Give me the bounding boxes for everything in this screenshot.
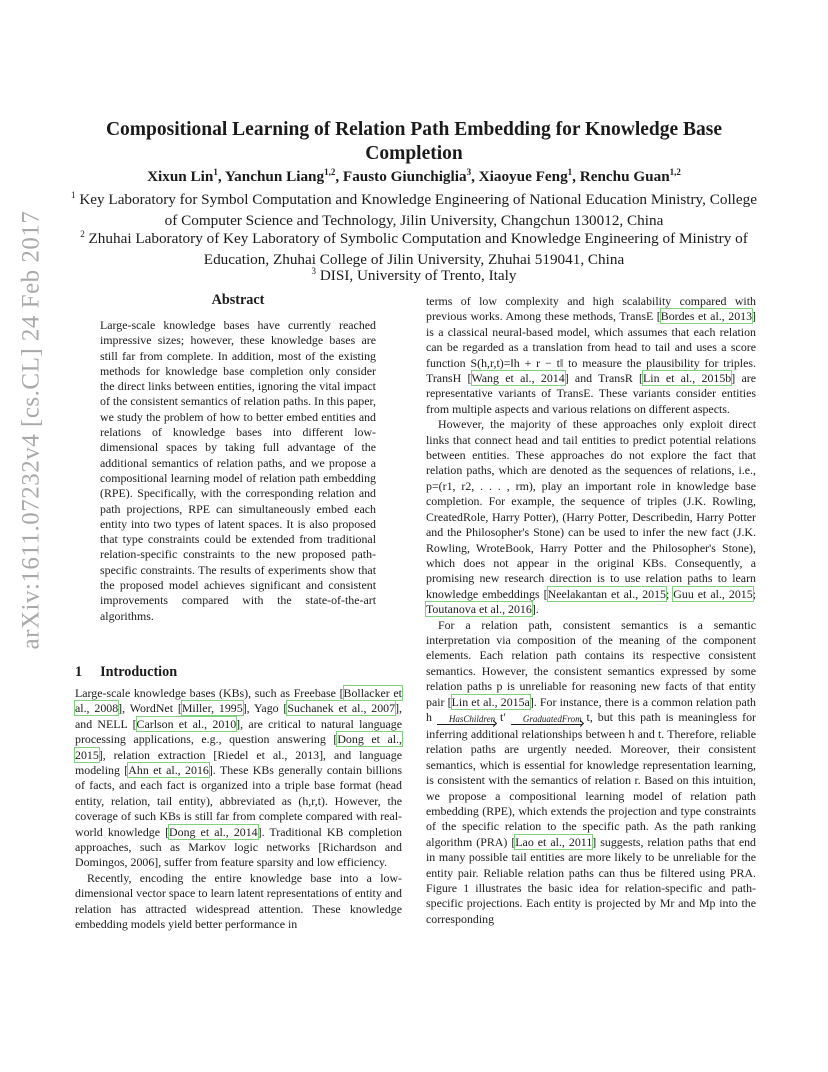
text-run: ] suggests, relation paths that end in many possible tail entities are more likely to be unreliable for the entity pair. Reliable relation paths can thus be filtered using PRA. Figure 1 illustrates the basic idea for relation-specific and path-specific projections. Each entity is projected by Mr and Mp into the corresponding bbox=[426, 834, 756, 926]
citation-link[interactable]: Bollacker et al., 2008 bbox=[75, 686, 402, 716]
text-run: ]. bbox=[531, 602, 539, 617]
affil-mark: 1 bbox=[71, 189, 76, 200]
text-run: For a relation path, consistent semantics is a semantic interpretation via composition of the meaning of the component elements. Each relation path contains its respective consistent semantics. However, the consistent semantics expressed by some relation paths p is unreliable for reasoning new facts of that entity pair [ bbox=[426, 617, 756, 709]
citation-link[interactable]: Lin et al., 2015a bbox=[451, 694, 530, 709]
citation-link[interactable]: Lin et al., 2015b bbox=[643, 371, 732, 386]
text-run: ] are representative variants of TransE. These variants consider entities from multiple aspects and various relations on different aspects. bbox=[426, 371, 756, 416]
arrow-label: HasChildren bbox=[448, 713, 496, 724]
arxiv-stamp-text: arXiv:1611.07232v4 [cs.CL] 24 Feb 2017 bbox=[17, 210, 44, 650]
text-run: ]. Traditional KB completion approaches, such as Markov logic networks [Richardson and Domingos, 2006], suffer from feature sparsity and low efficiency. bbox=[75, 824, 402, 870]
affil-text: Key Laboratory for Symbol Computation and Knowledge Engineering of National Education Ministry, College of Computer Science and Technology, Jilin University, Changchun 130012, China bbox=[79, 191, 757, 229]
arrow-icon bbox=[437, 724, 495, 727]
text-run: ]. For instance, there is a common relation path h bbox=[426, 694, 756, 724]
author-name: Yanchun Liang bbox=[224, 168, 325, 185]
text-run: ], relation extraction [Riedel et al., 2013], and language modeling [ bbox=[75, 747, 402, 778]
affiliation bbox=[70, 189, 758, 231]
arrow-icon bbox=[511, 724, 582, 727]
text-run: ], are critical to natural language processing applications, e.g., question answering [ bbox=[75, 716, 402, 747]
author-affil-mark: 1,2 bbox=[669, 166, 681, 177]
text-run: Large-scale knowledge bases (KBs), such as Freebase [ bbox=[75, 686, 344, 700]
author-name: Renchu Guan bbox=[579, 168, 670, 185]
arrow-label: GraduatedFrom bbox=[522, 713, 582, 724]
citation-link[interactable]: Suchanek et al., 2007 bbox=[287, 701, 396, 716]
text-run: ], Yago [ bbox=[242, 701, 288, 716]
section-heading bbox=[75, 664, 177, 681]
author-name: Xixun Lin bbox=[147, 168, 214, 185]
citation-link[interactable]: Bordes et al., 2013 bbox=[660, 309, 753, 324]
citation-link[interactable]: Wang et al., 2014 bbox=[471, 371, 565, 386]
text-run: ; bbox=[665, 586, 674, 601]
abstract-heading: Abstract bbox=[211, 292, 265, 308]
section-title: Introduction bbox=[100, 664, 178, 680]
citation-link[interactable]: Carlson et al., 2010 bbox=[136, 716, 237, 731]
arxiv-stamp[interactable] bbox=[10, 210, 52, 650]
paragraph: Recently, encoding the entire knowledge base into a low-dimensional vector space to learn latent representations of entity and relation has attracted widespread attention. These knowledge embedding models yield better performance in bbox=[75, 870, 402, 932]
author-affil-mark: 1 bbox=[567, 166, 573, 177]
affil-mark: 2 bbox=[80, 228, 85, 239]
paragraph bbox=[426, 294, 756, 417]
citation-link[interactable]: Dong et al., 2015 bbox=[75, 732, 402, 762]
citation-link[interactable]: Neelakantan et al., 2015 bbox=[547, 586, 666, 601]
intro-body bbox=[75, 686, 402, 933]
affiliation bbox=[70, 265, 758, 286]
citation-link[interactable]: Guu et al., 2015 bbox=[673, 586, 753, 601]
text-run: ]. These KBs generally contain billions of facts, and each fact is organized into a triple base format (head entity, relation, tail entity), abbreviated as (h,r,t). However, the coverage of such KBs is still far from complete compared with real-world knowledge [ bbox=[75, 763, 402, 839]
text-run: t′ bbox=[495, 709, 511, 724]
paragraph bbox=[426, 618, 756, 928]
affil-mark: 3 bbox=[311, 265, 317, 276]
citation-link[interactable]: Dong et al., 2014 bbox=[169, 824, 258, 839]
paragraph bbox=[426, 417, 756, 617]
text-run: t, but this path is meaningless for inferring additional relationships between h and t. Therefore, reliable relation paths are urgently needed. Moreover, their consistent semantics, which is essential for knowledge representation learning, is consistent with the semantics of relation r. Based on this intuition, we propose a compositional learning model of relation path embedding (RPE), which extends the projection and type constraints of the specific relation to the specific path. As the path ranking algorithm (PRA) [ bbox=[426, 709, 756, 849]
citation-link[interactable]: Toutanova et al., 2016 bbox=[426, 602, 532, 617]
text-run: ] and TransR [ bbox=[564, 371, 644, 386]
text-run: ], and NELL [ bbox=[75, 701, 402, 731]
relation-arrow bbox=[437, 715, 495, 727]
relation-arrow bbox=[511, 715, 582, 727]
text-run: ] is a classical neural-based model, which assumes that each relation can be regarded as a translation from head to tail and uses a score function S(h,r,t)=‖h + r − t‖ to measure the plausibility for triples. TransH [ bbox=[426, 309, 757, 386]
citation-link[interactable]: Lao et al., 2011 bbox=[515, 834, 593, 849]
text-run: However, the majority of these approaches only exploit direct links that connect head and tail entities to predict potential relations between entities. These approaches do not explore the fact that relation paths, which are denoted as the sequences of relations, i.e., p=(r1, r2, . . . , rm), play an important role in knowledge base completion. For example, the sequence of triples (J.K. Rowling, CreatedRole, Harry Potter), (Harry Potter, Describedin, Harry Potter and the Philosopher's Stone) can be used to infer the new fact (J.K. Rowling, WroteBook, Harry Potter and the Philosopher's Stone), which does not appear in the original KBs. Consequently, a promising new research direction is to use relation paths to learn knowledge embeddings [ bbox=[426, 417, 756, 601]
author-list: Xixun Lin$^1$, Yanchun Liang$^{1,2}$, Fausto Giunchiglia$^3$, Xiaoyue Feng$^1$, Renchu Guan$^{1,2}$ bbox=[147, 166, 681, 185]
paper-title: Compositional Learning of Relation Path Embedding for Knowledge Base Completion bbox=[105, 119, 723, 164]
section-number: 1 bbox=[75, 664, 83, 680]
right-column-body bbox=[426, 294, 756, 927]
author-name: Fausto Giunchiglia bbox=[342, 168, 467, 185]
paragraph bbox=[75, 686, 402, 871]
text-run: terms of low complexity and high scalability compared with previous works. Among these methods, TransE [ bbox=[426, 294, 756, 324]
affiliation bbox=[70, 228, 758, 270]
affil-text: Zhuhai Laboratory of Key Laboratory of Symbolic Computation and Knowledge Engineering of Ministry of Education, Zhuhai College of Jilin University, Zhuhai 519041, China bbox=[88, 230, 748, 268]
citation-link[interactable]: Ahn et al., 2016 bbox=[128, 763, 209, 778]
citation-link[interactable]: Miller, 1995 bbox=[181, 701, 243, 716]
affil-text: DISI, University of Trento, Italy bbox=[319, 267, 517, 284]
author-affil-mark: 1 bbox=[213, 166, 218, 177]
author-affil-mark: 3 bbox=[466, 166, 472, 177]
author-name: Xiaoyue Feng bbox=[478, 168, 568, 185]
author-affil-mark: 1,2 bbox=[324, 166, 336, 177]
abstract-body bbox=[100, 318, 376, 624]
text-run: ; bbox=[752, 586, 757, 601]
abstract-text: Large-scale knowledge bases have currently reached impressive sizes; however, these knowledge bases are still far from complete. In addition, most of the existing methods for knowledge base completion only consider the direct links between entities, ignoring the vital impact of the consistent semantics of relation paths. In this paper, we study the problem of how to better embed entities and relations of knowledge bases into different low-dimensional spaces by taking full advantage of the additional semantics of relation paths, and we propose a compositional learning model of relation path embedding (RPE). Specifically, with the corresponding relation and path projections, RPE can simultaneously embed each entity into two types of latent spaces. It is also proposed that type constraints could be extended from traditional relation-specific constraints to the new proposed path-specific constraints. The results of experiments show that the proposed model achieves significant and consistent improvements compared with the state-of-the-art algorithms. bbox=[100, 318, 376, 623]
text-run: ], WordNet [ bbox=[118, 701, 182, 716]
